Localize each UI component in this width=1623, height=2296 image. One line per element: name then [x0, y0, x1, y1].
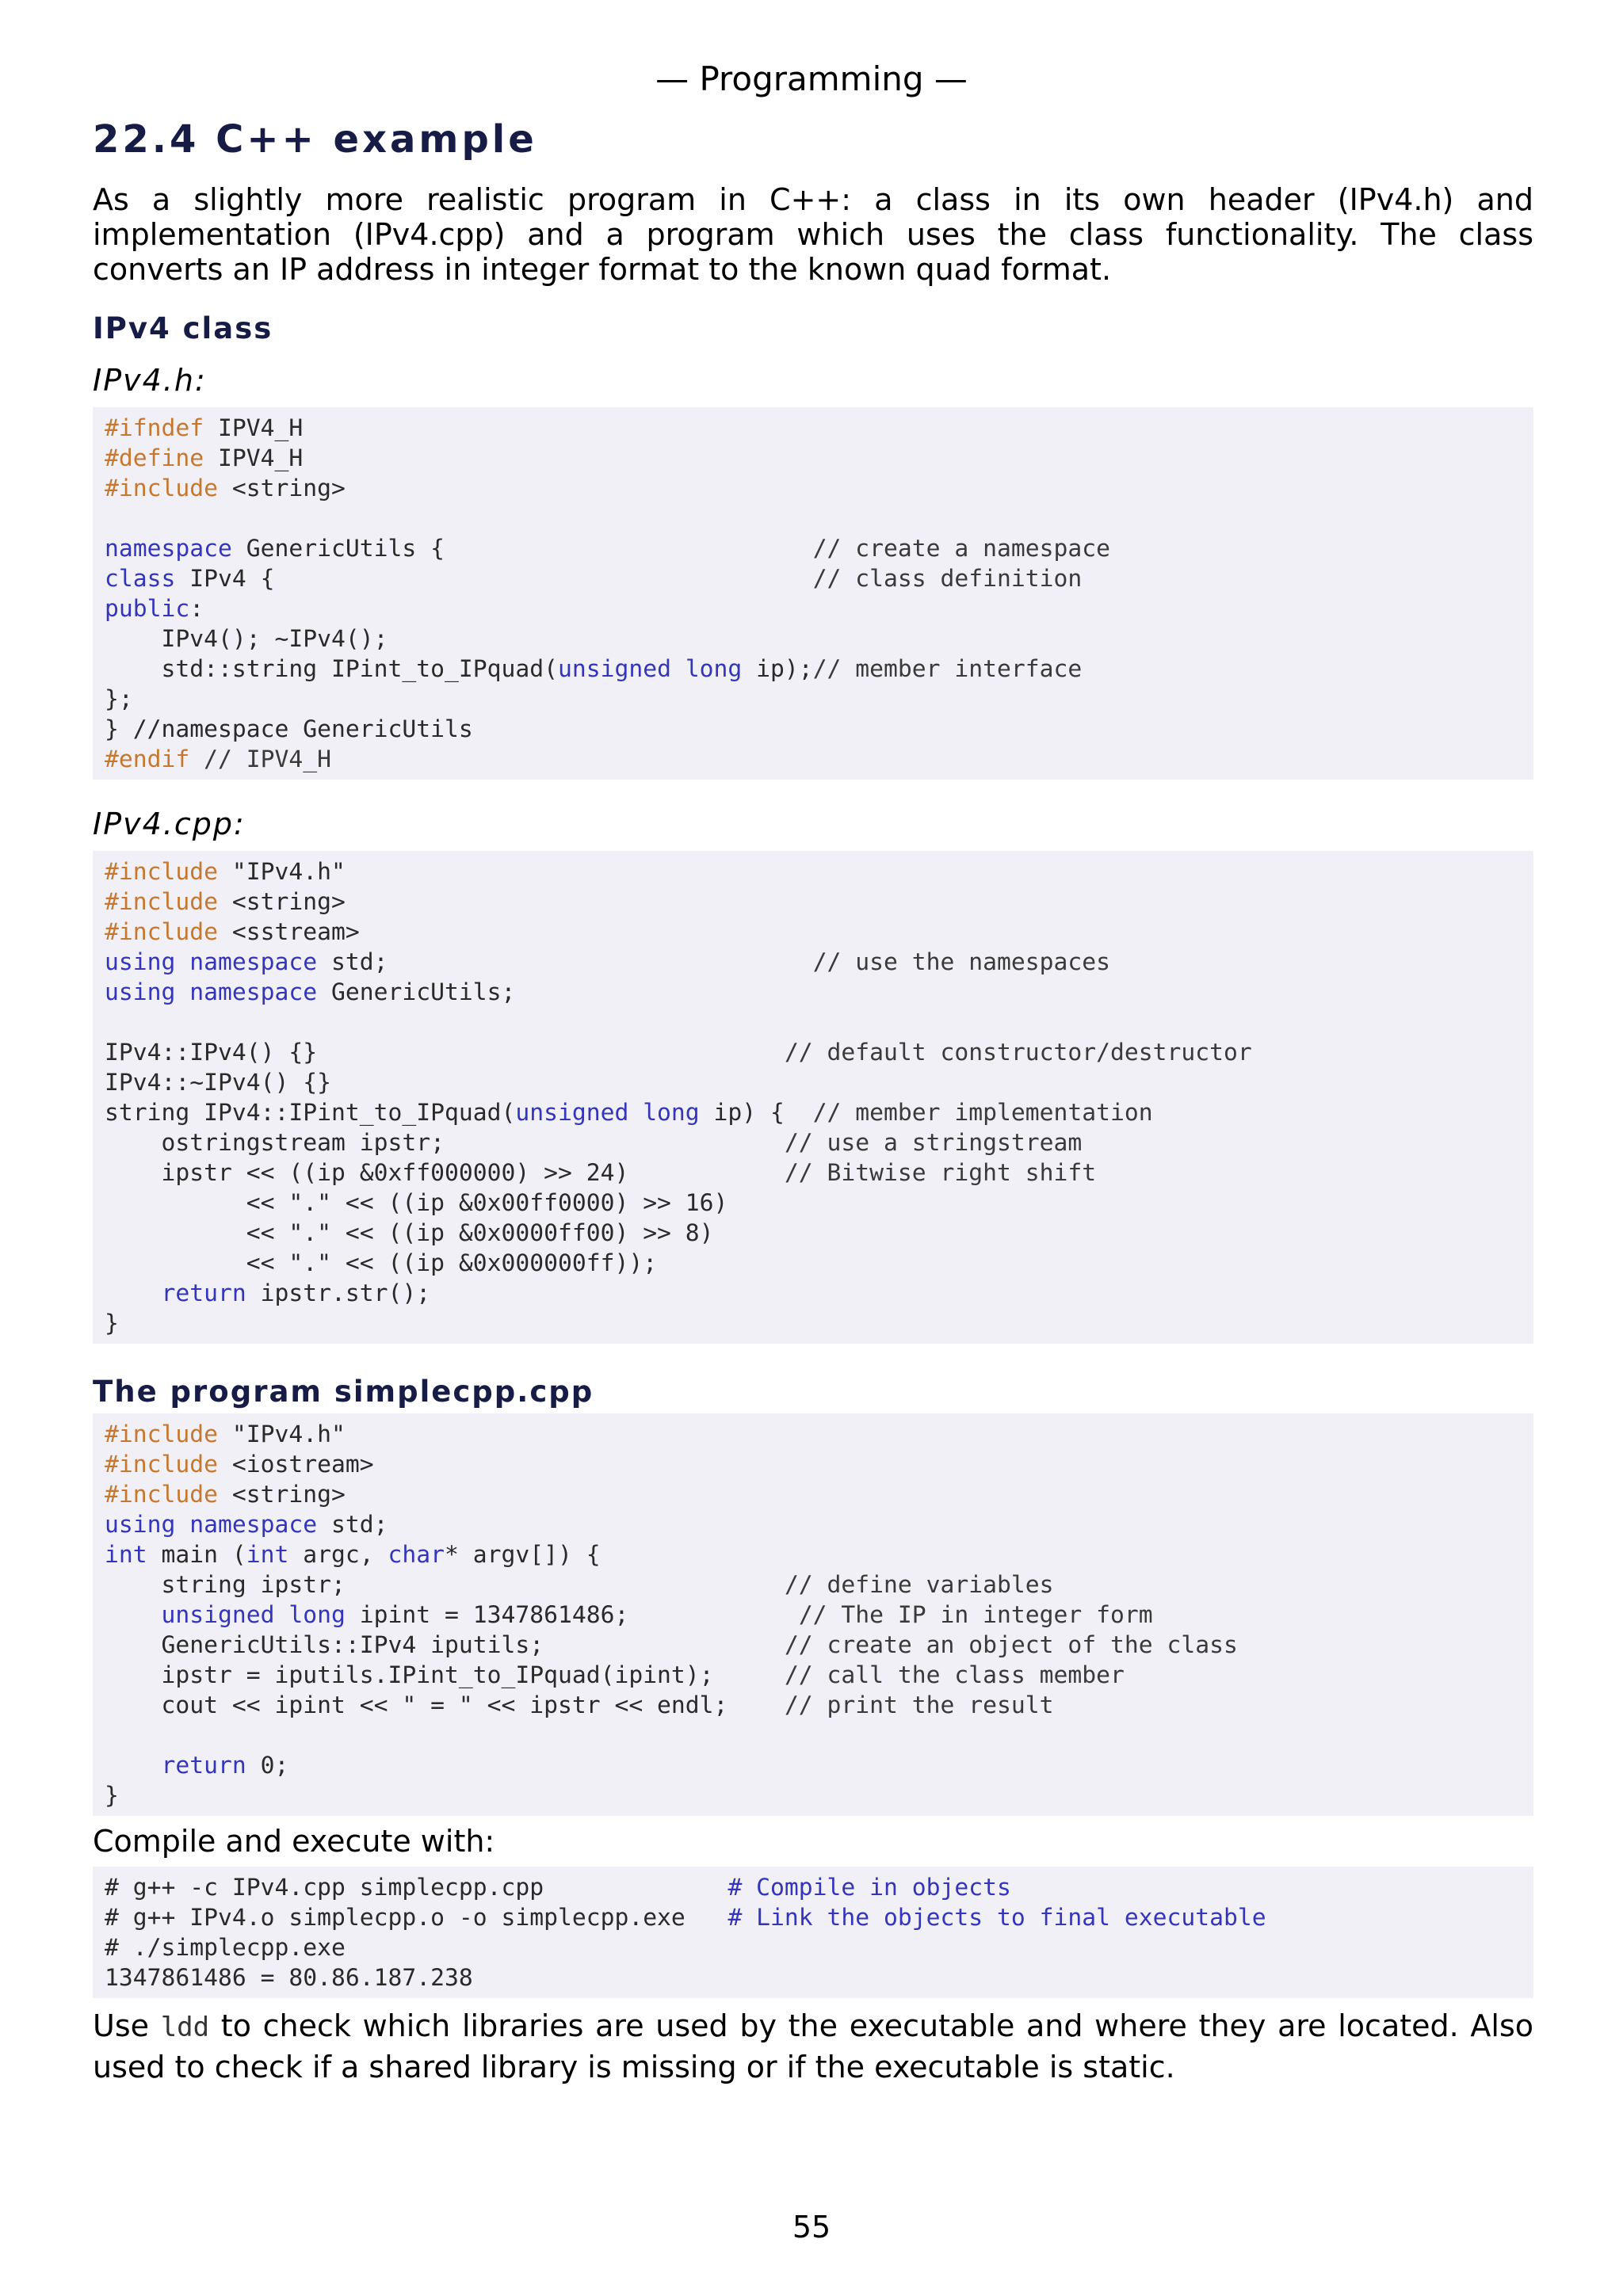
code-token: namespace [105, 535, 232, 563]
code-line [105, 564, 1522, 594]
code-token: : [189, 595, 204, 623]
code-line [105, 745, 1522, 775]
code-line [105, 1188, 1522, 1219]
code-token: IPv4 { [175, 565, 813, 593]
code-token: GenericUtils; [317, 978, 516, 1006]
code-line [105, 474, 1522, 504]
code-token: IPV4_H [218, 414, 304, 442]
code-token: int [246, 1541, 289, 1569]
code-token: return [105, 1752, 246, 1779]
code-token: class [105, 565, 176, 593]
code-line [105, 1510, 1522, 1540]
code-token: unsigned long [557, 655, 743, 683]
code-line [105, 1933, 1522, 1963]
code-token: unsigned long [515, 1099, 700, 1127]
code-token: // default constructor/destructor [784, 1039, 1252, 1066]
intro-paragraph: As a slightly more realistic program in C++: a class in its own header (IPv4.h) and implementation (IPv4.cpp) and a program which uses the class functionality. The class converts an IP address in integer format to the known quad format. [93, 182, 1533, 287]
code-line [105, 1873, 1522, 1903]
code-token: using namespace [105, 948, 318, 976]
code-token: } [105, 1782, 119, 1810]
code-token: std; [317, 948, 813, 976]
impl-file-label: IPv4.cpp: [93, 807, 246, 841]
code-token: * argv[]) { [445, 1541, 601, 1569]
code-token: // call the class member [784, 1661, 1125, 1689]
code-line [105, 1661, 1522, 1691]
code-token: } [105, 1310, 119, 1337]
code-token: << "." << ((ip &0x000000ff)); [105, 1249, 658, 1277]
code-token: #include [105, 475, 232, 502]
code-line [105, 534, 1522, 564]
code-line [105, 857, 1522, 887]
code-line [105, 1068, 1522, 1098]
code-line [105, 1540, 1522, 1570]
code-token: argc, [288, 1541, 388, 1569]
code-token: } //namespace GenericUtils [105, 715, 473, 743]
code-line [105, 1751, 1522, 1781]
code-token: #include [105, 1451, 232, 1478]
code-token: #include [105, 918, 232, 946]
code-token: # Link the objects to final executable [727, 1904, 1266, 1932]
code-line [105, 1309, 1522, 1339]
code-line [105, 594, 1522, 624]
code-token: << "." << ((ip &0x0000ff00) >> 8) [105, 1219, 714, 1247]
code-line [105, 1158, 1522, 1188]
code-token: <sstream> [231, 918, 360, 946]
code-token: // use a stringstream [784, 1129, 1083, 1157]
code-line [105, 1249, 1522, 1279]
code-line [105, 917, 1522, 948]
code-line [105, 948, 1522, 978]
code-line [105, 504, 1522, 534]
content [93, 114, 1533, 2087]
code-token: #include [105, 1481, 232, 1508]
code-block-simplecpp [93, 1413, 1533, 1816]
code-token: return [105, 1280, 246, 1307]
code-token: // create a namespace [812, 535, 1111, 563]
code-token: # g++ -c IPv4.cpp simplecpp.cpp [105, 1874, 728, 1901]
section-title: 22.4 C++ example [93, 117, 537, 162]
code-line [105, 1781, 1522, 1811]
code-token: <iostream> [231, 1451, 374, 1478]
closing-text-after: to check which libraries are used by the executable and where they are located. Also used to check if a shared library is missing or if the executable is static. [93, 2008, 1533, 2084]
code-token: # g++ IPv4.o simplecpp.o -o simplecpp.exe [105, 1904, 728, 1932]
code-token: unsigned long [105, 1601, 346, 1629]
code-token: // member implementation [812, 1099, 1153, 1127]
code-token: 1347861486 = 80.86.187.238 [105, 1964, 473, 1992]
code-token: // class definition [812, 565, 1083, 593]
code-token: // create an object of the class [784, 1631, 1238, 1659]
code-token: ipstr << ((ip &0xff000000) >> 24) [105, 1159, 785, 1187]
code-token: cout << ipint << " = " << ipstr << endl; [105, 1691, 785, 1719]
code-token: "IPv4.h" [231, 1421, 346, 1448]
code-token: #include [105, 858, 232, 886]
code-token: // Bitwise right shift [784, 1159, 1097, 1187]
code-line [105, 1721, 1522, 1751]
code-token: char [388, 1541, 445, 1569]
page-number: 55 [792, 2210, 831, 2245]
code-line [105, 1480, 1522, 1510]
code-token: // member interface [812, 655, 1083, 683]
code-line [105, 1570, 1522, 1600]
code-token: main ( [147, 1541, 246, 1569]
code-line [105, 1600, 1522, 1630]
code-token: #define [105, 444, 218, 472]
code-line [105, 1038, 1522, 1068]
code-line [105, 654, 1522, 685]
code-token: IPv4::~IPv4() {} [105, 1069, 331, 1097]
code-line [105, 1420, 1522, 1450]
code-line [105, 414, 1522, 444]
code-token: }; [105, 685, 133, 713]
code-line [105, 715, 1522, 745]
code-token: GenericUtils::IPv4 iputils; [105, 1631, 785, 1659]
code-token: ip) { [699, 1099, 813, 1127]
running-head: — Programming — [655, 59, 968, 98]
code-line [105, 1128, 1522, 1158]
program-heading: The program simplecpp.cpp [93, 1375, 594, 1409]
code-line [105, 685, 1522, 715]
code-line [105, 1279, 1522, 1309]
code-token: ipstr = iputils.IPint_to_IPquad(ipint); [105, 1661, 785, 1689]
code-token: #endif [105, 746, 190, 773]
code-token: IPV4_H [218, 444, 304, 472]
code-token: using namespace [105, 978, 318, 1006]
code-line [105, 1098, 1522, 1128]
closing-paragraph [93, 2006, 1533, 2087]
code-token: IPv4::IPv4() {} [105, 1039, 785, 1066]
code-token: string ipstr; [105, 1571, 785, 1599]
code-line [105, 624, 1522, 654]
closing-text-before: Use [93, 2008, 161, 2043]
code-token: #include [105, 888, 232, 916]
code-line [105, 887, 1522, 917]
code-token: # Compile in objects [727, 1874, 1011, 1901]
code-token: ip); [742, 655, 813, 683]
code-token: 0; [246, 1752, 289, 1779]
code-token: <string> [231, 888, 346, 916]
code-block-ipv4-cpp [93, 851, 1533, 1344]
code-token: GenericUtils { [231, 535, 813, 563]
code-token: public [105, 595, 190, 623]
code-token: ipint = 1347861486; [345, 1601, 799, 1629]
code-token: <string> [231, 1481, 346, 1508]
code-line [105, 444, 1522, 474]
code-token: using namespace [105, 1511, 318, 1539]
code-block-ipv4-h [93, 407, 1533, 780]
code-block-shell [93, 1867, 1533, 1998]
code-token: #ifndef [105, 414, 218, 442]
code-token: int [105, 1541, 147, 1569]
code-token: std; [317, 1511, 388, 1539]
code-token: ostringstream ipstr; [105, 1129, 785, 1157]
header-file-label: IPv4.h: [93, 363, 207, 398]
code-line [105, 1903, 1522, 1933]
code-token: // print the result [784, 1691, 1054, 1719]
compile-label: Compile and execute with: [93, 1824, 495, 1859]
code-line [105, 1963, 1522, 1993]
code-token: "IPv4.h" [231, 858, 346, 886]
code-token: // The IP in integer form [798, 1601, 1153, 1629]
code-token: // IPV4_H [189, 746, 331, 773]
code-token: std::string IPint_to_IPquad( [105, 655, 558, 683]
code-line [105, 1691, 1522, 1721]
code-token: ipstr.str(); [246, 1280, 431, 1307]
code-token: IPv4(); ~IPv4(); [105, 625, 388, 653]
code-token: # ./simplecpp.exe [105, 1934, 346, 1962]
code-line [105, 978, 1522, 1008]
ipv4-class-heading: IPv4 class [93, 311, 273, 345]
code-line [105, 1008, 1522, 1038]
code-token: // use the namespaces [812, 948, 1111, 976]
code-line [105, 1219, 1522, 1249]
code-token: #include [105, 1421, 232, 1448]
code-token: <string> [231, 475, 346, 502]
code-token: << "." << ((ip &0x00ff0000) >> 16) [105, 1189, 728, 1217]
code-line [105, 1450, 1522, 1480]
code-line [105, 1630, 1522, 1661]
ldd-command: ldd [160, 2012, 210, 2043]
code-token: // define variables [784, 1571, 1054, 1599]
code-token: string IPv4::IPint_to_IPquad( [105, 1099, 516, 1127]
